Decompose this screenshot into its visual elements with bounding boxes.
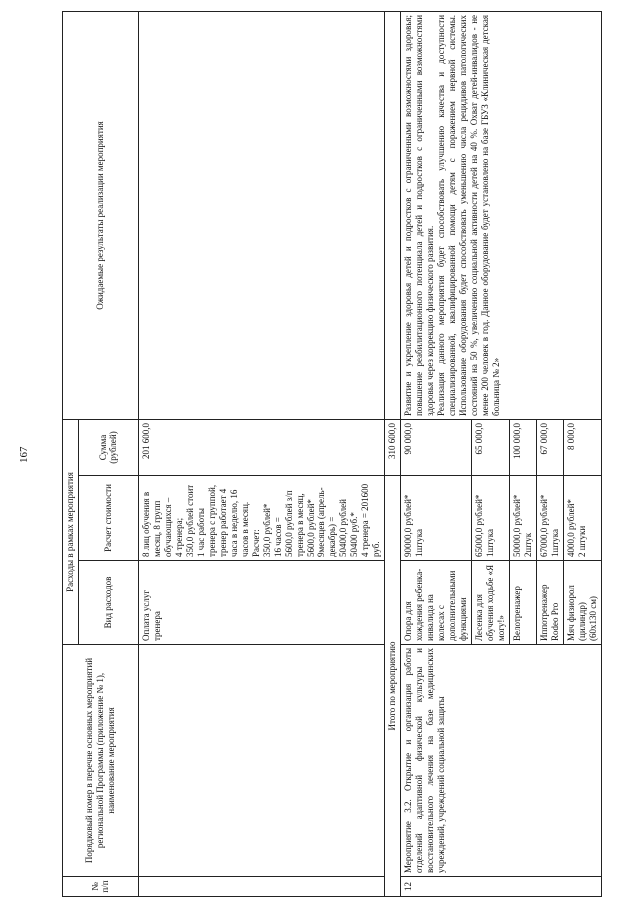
trainer-row <box>138 11 384 896</box>
item-calc: 90000,0 рублей* 1штука <box>401 476 472 561</box>
header-kind: Вид расходов <box>78 561 138 645</box>
trainer-results-cell <box>138 11 384 419</box>
header-event: Порядковый номер в перечне основных мероприятий региональной Программы (приложение № 1), наименование мероприятия <box>63 645 139 877</box>
trainer-kind: Оплата услуг тренера <box>138 561 384 645</box>
item-kind: Велотренажер <box>509 561 536 645</box>
event12-results: Развитие и укрепление здоровья детей и подростков с ограниченными возможностями здоровья; повышение реабилитационного потенциала детей и подростков с ограниченными возможностями здоровья через коррекцию физического развития. Реализация данного мероприятия будет способствовать улучшению качества и доступности специализированной, квалифицированной помощи детям с поражением нервной системы. Использование оборудования будет способствовать уменьшению числа рецидивов патологических состояний на 50 %, увеличению социальной активности детей на 40 %. Охват детей-инвалидов - не менее 200 человек в год. Данное оборудование будет установлено на базе ГБУЗ «Клиническая детская больница № 2» <box>401 11 602 419</box>
item-sum: 8 000,0 <box>563 419 601 475</box>
page-number: 167 <box>18 446 30 463</box>
header-sum: Сумма (рублей) <box>78 419 138 475</box>
trainer-sum: 201 600,0 <box>138 419 384 475</box>
total-label: Итого по мероприятию <box>385 476 401 897</box>
header-expenses-group: Расходы в рамках мероприятия <box>63 419 79 644</box>
header-calc: Расчет стоимости <box>78 476 138 561</box>
item-sum: 67 000,0 <box>536 419 563 475</box>
item-sum: 100 000,0 <box>509 419 536 475</box>
header-row <box>63 11 79 896</box>
item-kind: Опора для хождения ребенка-инвалида на колесах с дополнительными функциями <box>401 561 472 645</box>
trainer-calc: 8 лиц обучения в месяц, 8 групп обучающихся – 4 тренера; 350,0 рублей стоит 1 час работы тренера с группой, тренер работает 4 часа в неделю, 16 часов в месяц. Расчет: 350,0 рублей* 16 часов = 5600,0 рублей з/п тренера в месяц, 5600,0 рублей* 9месяцев (апрель-декабрь) = 50400,0 рублей 50400 руб.* 4 тренера = 201600 руб. <box>138 476 384 561</box>
events-table <box>62 11 602 897</box>
header-results: Ожидаемые результаты реализации мероприятия <box>63 11 139 419</box>
total-results-cell <box>385 11 401 419</box>
trainer-event-cell <box>138 645 384 877</box>
item-kind: Иппотренажер Rodeo Pro <box>536 561 563 645</box>
item-sum: 90 000,0 <box>401 419 472 475</box>
event12-name: Мероприятие 3.2. Открытие и организация работы отделений адаптивной физической культуры и восстановительного лечения на базе медицинских учреждений, учреждений социальной защиты <box>401 645 602 877</box>
trainer-num-cell <box>138 877 384 897</box>
event12-num: 12 <box>401 877 602 897</box>
item-calc: 67000,0 рублей* 1штука <box>536 476 563 561</box>
item-calc: 4000,0 рублей* 2 штуки <box>563 476 601 561</box>
item-calc: 50000,0 рублей* 2штук <box>509 476 536 561</box>
total-sum: 310 600,0 <box>385 419 401 475</box>
item-sum: 65 000,0 <box>472 419 510 475</box>
item-kind: Мяч физиорол (цилиндр) (60х130 см) <box>563 561 601 645</box>
item-kind: Лесенка для обучения ходьбе «Я могу!» <box>472 561 510 645</box>
total-row <box>385 11 401 896</box>
item-calc: 65000,0 рублей* 1штука <box>472 476 510 561</box>
header-num: № п/п <box>63 877 139 897</box>
event12-row-1 <box>401 11 472 896</box>
